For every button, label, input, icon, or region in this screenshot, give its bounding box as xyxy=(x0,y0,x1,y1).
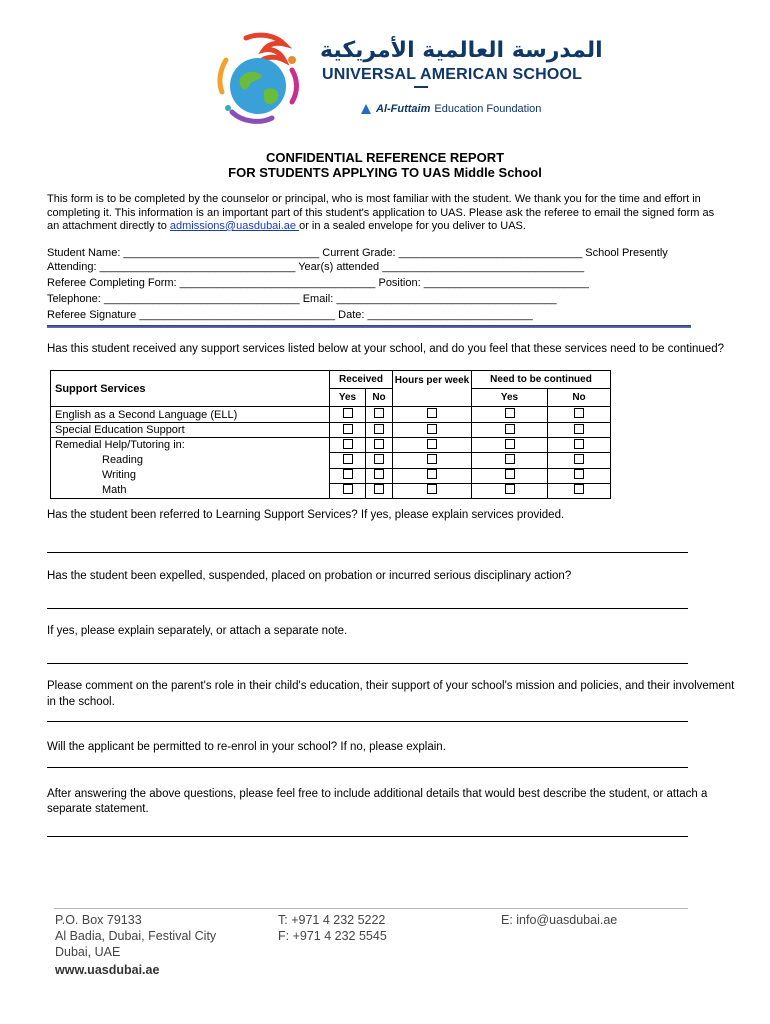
header-support-services: Support Services xyxy=(51,371,330,407)
checkbox[interactable] xyxy=(343,484,353,494)
foundation-text: Education Foundation xyxy=(434,103,542,115)
checkbox[interactable] xyxy=(427,484,437,494)
checkbox[interactable] xyxy=(505,469,515,479)
intro-paragraph xyxy=(47,193,727,234)
checkbox[interactable] xyxy=(505,424,515,434)
address-line: P.O. Box 79133 xyxy=(55,913,142,927)
service-label: Special Education Support xyxy=(51,423,330,438)
service-label: Remedial Help/Tutoring in: xyxy=(55,439,185,451)
question-explain: If yes, please explain separately, or attach a separate note. xyxy=(47,625,348,637)
checkbox[interactable] xyxy=(343,408,353,418)
header-continue-yes: Yes xyxy=(472,389,548,407)
attending-field[interactable]: Attending: ________________________________ Year(s) attended _________________________________ xyxy=(47,261,585,273)
footer-website[interactable]: www.uasdubai.ae xyxy=(55,963,160,977)
checkbox[interactable] xyxy=(374,454,384,464)
checkbox[interactable] xyxy=(505,484,515,494)
header-received: Received xyxy=(330,371,393,389)
footer-email[interactable]: E: info@uasdubai.ae xyxy=(501,913,618,927)
checkbox[interactable] xyxy=(574,424,584,434)
checkbox[interactable] xyxy=(505,408,515,418)
foundation-logo-icon xyxy=(360,103,372,115)
answer-line[interactable] xyxy=(47,608,688,609)
checkbox[interactable] xyxy=(427,439,437,449)
report-title: CONFIDENTIAL REFERENCE REPORT xyxy=(265,150,505,165)
header-hours-per-week: Hours per week xyxy=(393,371,472,407)
answer-line[interactable] xyxy=(47,721,688,722)
answer-line[interactable] xyxy=(47,836,688,837)
phone-number: T: +971 4 232 5222 xyxy=(278,913,386,927)
report-subtitle: FOR STUDENTS APPLYING TO UAS Middle School xyxy=(228,165,542,180)
question-additional-details: After answering the above questions, please feel free to include additional details that would best describe the student, or attach a separate statement. xyxy=(47,788,708,815)
signature-field[interactable]: Referee Signature ________________________________ Date: ___________________________ xyxy=(47,309,533,321)
answer-line[interactable] xyxy=(47,767,688,768)
table-row xyxy=(51,423,611,438)
checkbox[interactable] xyxy=(427,408,437,418)
intro-text: This form is to be completed by the counselor or principal, who is most familiar with the student. We thank you for the time and effort in completing it. This information is an important part of this student's application to UAS. Please ask the referee to email the signed form as an attachment directly to xyxy=(47,193,715,232)
checkbox[interactable] xyxy=(574,469,584,479)
support-services-table xyxy=(50,370,611,499)
checkbox[interactable] xyxy=(374,439,384,449)
question-parent-role: Please comment on the parent's role in their child's education, their support of your school's mission and policies, and their involvement in the school. xyxy=(47,680,735,708)
answer-line[interactable] xyxy=(47,663,688,664)
school-name-arabic: المدرسة العالمية الأمريكية xyxy=(320,38,603,63)
foundation-brand: Al-Futtaim xyxy=(376,103,431,115)
admissions-email-link[interactable]: admissions@uasdubai.ae xyxy=(169,220,300,232)
checkbox[interactable] xyxy=(574,454,584,464)
header-continue-no: No xyxy=(548,389,611,407)
checkbox[interactable] xyxy=(505,454,515,464)
service-sublabel-math: Math xyxy=(102,484,127,496)
section-divider xyxy=(47,325,691,328)
service-label: English as a Second Language (ELL) xyxy=(51,407,330,423)
header-need-continued: Need to be continued xyxy=(472,371,611,389)
service-sublabel-reading: Reading xyxy=(102,454,143,466)
telephone-field[interactable]: Telephone: ________________________________ Email: ____________________________________ xyxy=(47,293,557,305)
header-received-no: No xyxy=(366,389,393,407)
school-name: UNIVERSAL AMERICAN SCHOOL xyxy=(322,66,583,83)
intro-text-end: or in a sealed envelope for you deliver to UAS. xyxy=(299,220,526,232)
checkbox[interactable] xyxy=(374,408,384,418)
checkbox[interactable] xyxy=(574,408,584,418)
checkbox[interactable] xyxy=(427,424,437,434)
checkbox[interactable] xyxy=(427,454,437,464)
question-re-enrol: Will the applicant be permitted to re-enrol in your school? If no, please explain. xyxy=(47,741,446,753)
student-name-field[interactable]: Student Name: ________________________________ Current Grade: ______________________________ School Presently xyxy=(47,247,668,259)
header-divider xyxy=(414,86,428,88)
school-logo xyxy=(206,30,311,130)
question-learning-support: Has the student been referred to Learning Support Services? If yes, please explain services provided. xyxy=(47,509,565,521)
checkbox[interactable] xyxy=(374,469,384,479)
fax-number: F: +971 4 232 5545 xyxy=(278,929,387,943)
checkbox[interactable] xyxy=(343,439,353,449)
checkbox[interactable] xyxy=(505,439,515,449)
answer-line[interactable] xyxy=(47,552,688,553)
checkbox[interactable] xyxy=(343,424,353,434)
checkbox[interactable] xyxy=(574,484,584,494)
address-line: Dubai, UAE xyxy=(55,945,121,959)
table-row xyxy=(51,407,611,423)
checkbox[interactable] xyxy=(343,469,353,479)
checkbox[interactable] xyxy=(574,439,584,449)
checkbox[interactable] xyxy=(343,454,353,464)
checkbox[interactable] xyxy=(374,424,384,434)
service-sublabel-writing: Writing xyxy=(102,469,137,481)
question-discipline: Has the student been expelled, suspended, placed on probation or incurred serious disciplinary action? xyxy=(47,570,572,582)
checkbox[interactable] xyxy=(427,469,437,479)
footer-address xyxy=(55,912,216,960)
footer-divider xyxy=(54,908,688,909)
referee-field[interactable]: Referee Completing Form: ________________________________ Position: ___________________________ xyxy=(47,277,589,289)
checkbox[interactable] xyxy=(374,484,384,494)
address-line: Al Badia, Dubai, Festival City xyxy=(55,929,217,943)
table-row xyxy=(51,438,611,453)
services-question: Has this student received any support services listed below at your school, and do you feel that these services need to be continued? xyxy=(47,343,724,355)
foundation-line xyxy=(360,103,541,115)
footer-phones xyxy=(278,912,387,944)
header-received-yes: Yes xyxy=(330,389,366,407)
